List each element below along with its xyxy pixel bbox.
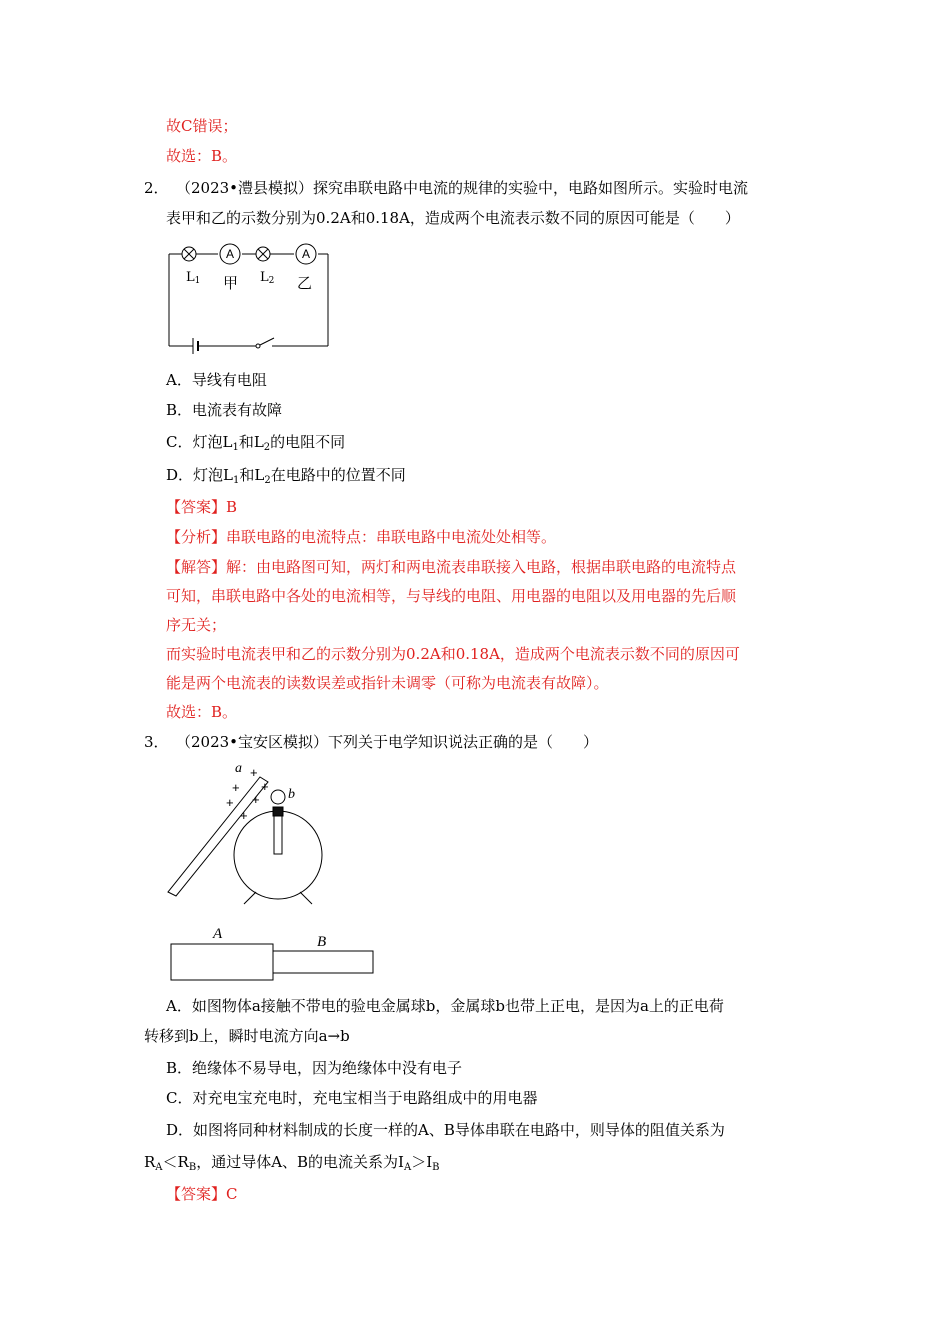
- conductor-a-icon: [171, 944, 273, 980]
- q2-solution-line-5: 能是两个电流表的读数误差或指针未调零（可称为电流表有故障）。: [166, 674, 609, 692]
- q2-solution-line-3: 序无关；: [166, 616, 227, 634]
- q2-option-c: C．灯泡$L_1$和$L_2$的电阻不同: [166, 433, 346, 453]
- q2-option-a: A．导线有电阻: [166, 371, 267, 389]
- q3-option-c: C．对充电宝充电时，充电宝相当于电路组成中的用电器: [166, 1089, 538, 1107]
- charge-plus: +: [226, 795, 234, 810]
- q3-option-d-line-2: $R_A<R_B$，通过导体A、B的电流关系为$I_A>I_B$: [144, 1153, 440, 1173]
- ammeter-jia-symbol: A: [225, 247, 235, 261]
- lamp-l2-icon: [256, 247, 270, 261]
- charge-plus: +: [252, 792, 260, 807]
- ammeter-yi-icon: [296, 244, 316, 264]
- label-conductor-b: B: [317, 934, 327, 950]
- q2-option-d: D．灯泡$L_1$和$L_2$在电路中的位置不同: [166, 466, 406, 486]
- label-conductor-a: A: [213, 926, 223, 942]
- charge-plus: +: [250, 765, 258, 780]
- q2-option-b: B．电流表有故障: [166, 401, 283, 419]
- charge-plus: +: [240, 808, 248, 823]
- charge-plus: +: [261, 779, 269, 794]
- label-yi: 乙: [297, 274, 313, 292]
- q2-solution-line-6: 故选：B。: [166, 703, 238, 721]
- ammeter-yi-symbol: A: [301, 247, 311, 261]
- label-l1: L1: [186, 270, 201, 286]
- prev-line-2: 故选：B。: [166, 147, 238, 165]
- q3-answer: 【答案】C: [166, 1185, 238, 1203]
- q2-analysis: 【分析】串联电路的电流特点：串联电路中电流处处相等。: [166, 528, 557, 546]
- label-jia: 甲: [223, 274, 239, 292]
- q3-option-d-line-1: D．如图将同种材料制成的长度一样的A、B导体串联在电路中，则导体的阻值关系为: [166, 1121, 725, 1139]
- q2-answer: 【答案】B: [166, 498, 238, 516]
- q3-electroscope-figure: [160, 758, 340, 898]
- q2-stem-line-1: （2023•澧县模拟）探究串联电路中电流的规律的实验中，电路如图所示。实验时电流: [176, 179, 749, 197]
- q2-solution-line-1: 【解答】解：由电路图可知，两灯和两电流表串联接入电路，根据串联电路的电流特点: [166, 558, 737, 576]
- q3-option-a-line-2: 转移到b上，瞬时电流方向a→b: [144, 1027, 350, 1045]
- q3-option-b: B．绝缘体不易导电，因为绝缘体中没有电子: [166, 1059, 463, 1077]
- q2-circuit-diagram: [160, 238, 340, 353]
- conductor-b-icon: [273, 951, 373, 973]
- q2-stem-line-2: 表甲和乙的示数分别为0.2A和0.18A，造成两个电流表示数不同的原因可能是（ ）: [166, 209, 740, 227]
- lamp-l1-icon: [182, 247, 196, 261]
- label-l2: L2: [260, 270, 275, 286]
- q3-number: 3．: [144, 733, 169, 751]
- q3-option-a-line-1: A．如图物体a接触不带电的验电金属球b，金属球b也带上正电，是因为a上的正电荷: [166, 997, 724, 1015]
- q3-conductor-figure: [160, 922, 380, 987]
- q2-solution-line-4: 而实验时电流表甲和乙的示数分别为0.2A和0.18A，造成两个电流表示数不同的原因可: [166, 645, 740, 663]
- ammeter-jia-icon: [220, 244, 240, 264]
- q3-stem: （2023•宝安区模拟）下列关于电学知识说法正确的是（ ）: [176, 733, 599, 751]
- charge-plus: +: [232, 780, 240, 795]
- label-b: b: [288, 787, 295, 802]
- q2-solution-line-2: 可知，串联电路中各处的电流相等，与导线的电阻、用电器的电阻以及用电器的先后顺: [166, 587, 737, 605]
- label-a: a: [235, 761, 242, 776]
- prev-line-1: 故C错误；: [166, 117, 238, 135]
- q2-number: 2．: [144, 179, 169, 197]
